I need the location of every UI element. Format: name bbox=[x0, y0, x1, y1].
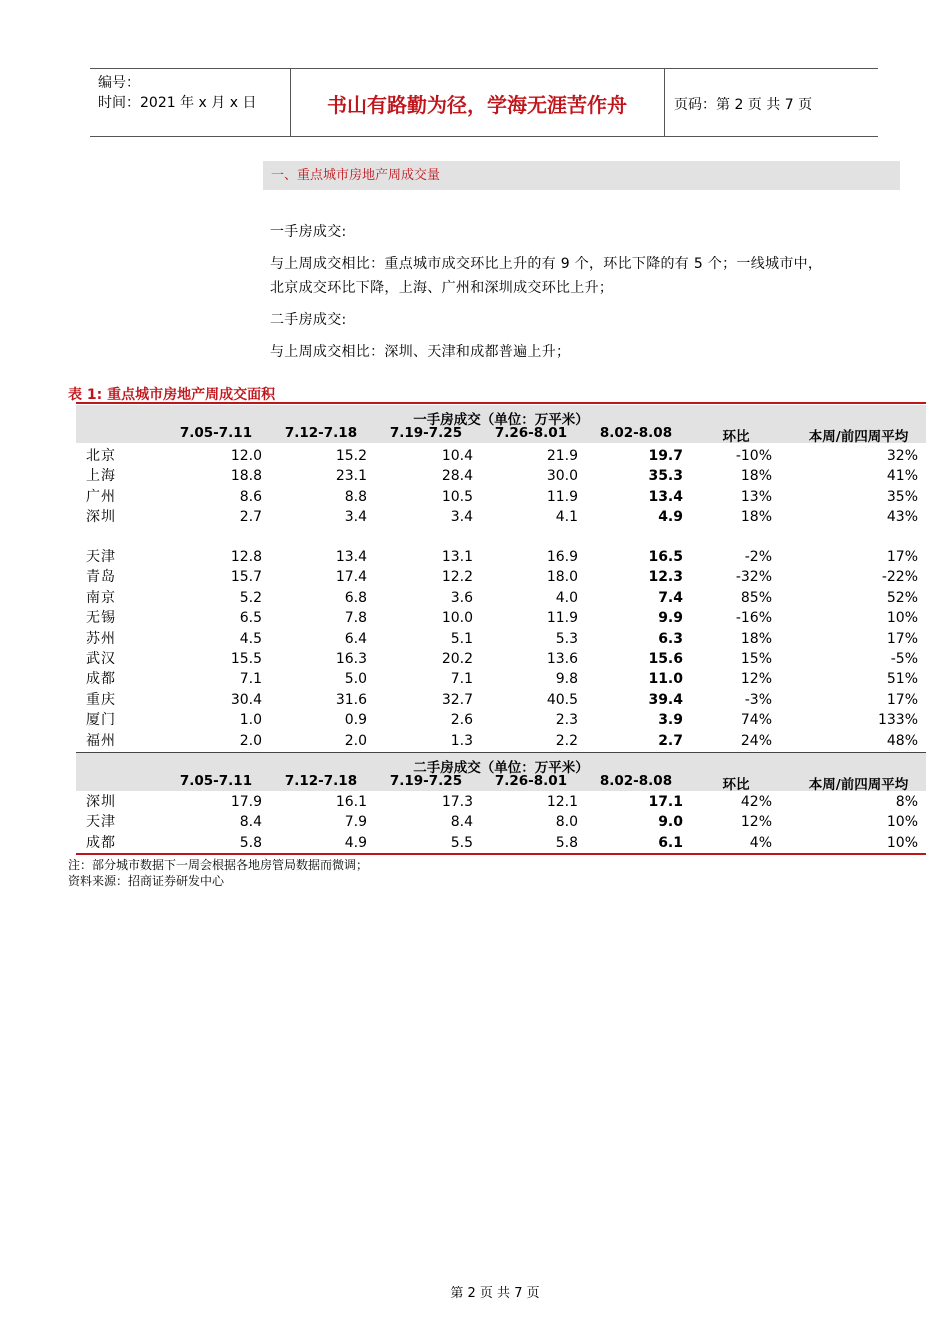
col-head: 环比 bbox=[722, 777, 750, 793]
second-house-title: 二手房成交（单位：万平米） bbox=[413, 760, 589, 776]
value-cell: 21.9 bbox=[546, 448, 578, 464]
paragraph: 与上周成交相比：重点城市成交环比上升的有 9 个，环比下降的有 5 个；一线城市中， bbox=[270, 256, 823, 272]
value-cell: 40.5 bbox=[546, 691, 578, 708]
value-cell: -5% bbox=[890, 651, 918, 667]
col-head: 环比 bbox=[722, 429, 750, 445]
value-cell: 18% bbox=[740, 468, 772, 485]
value-cell: 9.0 bbox=[658, 814, 683, 831]
value-cell: 15.2 bbox=[335, 448, 367, 464]
city-cell: 福州 bbox=[86, 732, 116, 749]
value-cell: 41% bbox=[886, 468, 918, 485]
value-cell: 15% bbox=[740, 651, 772, 667]
value-cell: 3.6 bbox=[450, 589, 473, 606]
value-cell: 4.0 bbox=[555, 589, 578, 606]
table-note: 注：部分城市数据下一周会根据各地房管局数据而微调； bbox=[68, 858, 369, 872]
value-cell: 2.0 bbox=[344, 732, 367, 749]
col-head: 7.05-7.11 bbox=[179, 425, 253, 441]
value-cell: 0.9 bbox=[344, 712, 367, 729]
value-cell: 2.3 bbox=[555, 712, 578, 729]
city-cell: 武汉 bbox=[86, 651, 116, 667]
value-cell: 8.0 bbox=[555, 814, 578, 831]
value-cell: 20.2 bbox=[441, 651, 473, 667]
value-cell: 8.4 bbox=[450, 814, 473, 831]
value-cell: 12.8 bbox=[230, 549, 262, 565]
value-cell: 10.5 bbox=[441, 488, 473, 505]
value-cell: 4.9 bbox=[344, 834, 367, 851]
value-cell: 4.5 bbox=[239, 630, 262, 647]
value-cell: 13% bbox=[740, 488, 772, 505]
value-cell: -16% bbox=[735, 610, 772, 627]
value-cell: 39.4 bbox=[648, 691, 683, 708]
value-cell: 7.1 bbox=[450, 671, 473, 688]
value-cell: 1.3 bbox=[450, 732, 473, 749]
city-cell: 南京 bbox=[86, 589, 116, 606]
value-cell: 30.4 bbox=[230, 691, 262, 708]
value-cell: 9.8 bbox=[555, 671, 578, 688]
value-cell: 10% bbox=[886, 610, 918, 627]
table-row bbox=[76, 608, 926, 628]
value-cell: 15.6 bbox=[648, 651, 683, 667]
city-cell: 苏州 bbox=[86, 630, 116, 647]
number-label: 编号： bbox=[98, 75, 140, 91]
city-cell: 天津 bbox=[86, 549, 116, 565]
page-footer: 第 2 页 共 7 页 bbox=[450, 1286, 540, 1301]
value-cell: 9.9 bbox=[658, 610, 683, 627]
value-cell: 5.0 bbox=[344, 671, 367, 688]
value-cell: 8.4 bbox=[239, 814, 262, 831]
value-cell: 7.8 bbox=[344, 610, 367, 627]
value-cell: 17.9 bbox=[230, 794, 262, 810]
value-cell: 19.7 bbox=[648, 448, 683, 464]
section-title-bar bbox=[263, 161, 900, 190]
table-top-rule bbox=[76, 402, 926, 404]
value-cell: 8% bbox=[895, 794, 918, 810]
value-cell: -3% bbox=[744, 691, 772, 708]
value-cell: 7.1 bbox=[239, 671, 262, 688]
table-row bbox=[76, 466, 926, 486]
value-cell: 43% bbox=[886, 509, 918, 526]
paragraph: 二手房成交: bbox=[270, 312, 347, 328]
value-cell: 2.7 bbox=[658, 732, 683, 749]
city-cell: 青岛 bbox=[86, 569, 116, 586]
value-cell: 13.1 bbox=[441, 549, 473, 565]
value-cell: 11.9 bbox=[546, 610, 578, 627]
section-title: 一、重点城市房地产周成交量 bbox=[271, 168, 441, 183]
value-cell: 13.4 bbox=[335, 549, 367, 565]
table-row bbox=[76, 547, 926, 567]
value-cell: -2% bbox=[744, 549, 772, 565]
city-cell: 深圳 bbox=[86, 509, 116, 526]
value-cell: 32.7 bbox=[441, 691, 473, 708]
value-cell: -10% bbox=[735, 448, 772, 464]
value-cell: 35.3 bbox=[648, 468, 683, 485]
city-cell: 成都 bbox=[86, 834, 116, 851]
value-cell: 15.5 bbox=[230, 651, 262, 667]
table-row bbox=[76, 833, 926, 853]
col-head: 8.02-8.08 bbox=[599, 425, 673, 441]
new-house-header-band bbox=[76, 405, 926, 443]
value-cell: 4.9 bbox=[658, 509, 683, 526]
value-cell: 5.8 bbox=[555, 834, 578, 851]
value-cell: 2.7 bbox=[239, 509, 262, 526]
value-cell: 6.5 bbox=[239, 610, 262, 627]
value-cell: 16.5 bbox=[648, 549, 683, 565]
value-cell: 18.0 bbox=[546, 569, 578, 586]
city-cell: 上海 bbox=[86, 468, 116, 485]
value-cell: 3.9 bbox=[658, 712, 683, 729]
value-cell: 24% bbox=[740, 732, 772, 749]
table-row bbox=[76, 567, 926, 587]
value-cell: 15.7 bbox=[230, 569, 262, 586]
col-head: 8.02-8.08 bbox=[599, 773, 673, 789]
value-cell: 13.4 bbox=[648, 488, 683, 505]
value-cell: 12.2 bbox=[441, 569, 473, 586]
value-cell: 31.6 bbox=[335, 691, 367, 708]
new-house-title: 一手房成交（单位：万平米） bbox=[413, 412, 589, 428]
value-cell: 133% bbox=[877, 712, 918, 729]
table-row bbox=[76, 649, 926, 669]
col-head: 本周/前四周平均 bbox=[808, 777, 909, 793]
col-head: 7.26-8.01 bbox=[494, 425, 568, 441]
value-cell: 5.8 bbox=[239, 834, 262, 851]
value-cell: 17% bbox=[886, 549, 918, 565]
table-row bbox=[76, 629, 926, 649]
value-cell: 18.8 bbox=[230, 468, 262, 485]
value-cell: 6.1 bbox=[658, 834, 683, 851]
value-cell: 4% bbox=[749, 834, 772, 851]
table-row bbox=[76, 446, 926, 466]
value-cell: 8.6 bbox=[239, 488, 262, 505]
paragraph: 一手房成交: bbox=[270, 224, 347, 240]
value-cell: 6.4 bbox=[344, 630, 367, 647]
value-cell: 2.2 bbox=[555, 732, 578, 749]
value-cell: 17.3 bbox=[441, 794, 473, 810]
value-cell: -32% bbox=[735, 569, 772, 586]
col-head: 7.12-7.18 bbox=[284, 773, 358, 789]
page-header bbox=[90, 68, 878, 137]
value-cell: 23.1 bbox=[335, 468, 367, 485]
table-row bbox=[76, 669, 926, 689]
value-cell: 3.4 bbox=[450, 509, 473, 526]
value-cell: 6.8 bbox=[344, 589, 367, 606]
table-row bbox=[76, 588, 926, 608]
city-cell: 重庆 bbox=[86, 691, 116, 708]
value-cell: 5.2 bbox=[239, 589, 262, 606]
value-cell: 51% bbox=[886, 671, 918, 688]
table-source: 资料来源：招商证券研发中心 bbox=[68, 874, 225, 888]
col-head: 7.19-7.25 bbox=[389, 773, 463, 789]
value-cell: 18% bbox=[740, 509, 772, 526]
value-cell: 10% bbox=[886, 834, 918, 851]
value-cell: 8.8 bbox=[344, 488, 367, 505]
value-cell: 18% bbox=[740, 630, 772, 647]
value-cell: 32% bbox=[886, 448, 918, 464]
value-cell: 6.3 bbox=[658, 630, 683, 647]
value-cell: 12% bbox=[740, 671, 772, 688]
value-cell: 17% bbox=[886, 630, 918, 647]
value-cell: 17.4 bbox=[335, 569, 367, 586]
value-cell: 11.0 bbox=[648, 671, 683, 688]
value-cell: 48% bbox=[886, 732, 918, 749]
value-cell: 10.0 bbox=[441, 610, 473, 627]
table-row bbox=[76, 710, 926, 730]
value-cell: 13.6 bbox=[546, 651, 578, 667]
col-head: 7.19-7.25 bbox=[389, 425, 463, 441]
value-cell: 3.4 bbox=[344, 509, 367, 526]
value-cell: 7.4 bbox=[658, 589, 683, 606]
col-head: 7.12-7.18 bbox=[284, 425, 358, 441]
table-caption: 表 1: 重点城市房地产周成交面积 bbox=[68, 387, 276, 403]
col-head: 本周/前四周平均 bbox=[808, 429, 909, 445]
value-cell: 52% bbox=[886, 589, 918, 606]
city-cell: 厦门 bbox=[86, 712, 116, 729]
value-cell: 12.3 bbox=[648, 569, 683, 586]
paragraph: 与上周成交相比：深圳、天津和成都普遍上升； bbox=[270, 344, 571, 360]
header-divider bbox=[664, 69, 665, 136]
value-cell: 12% bbox=[740, 814, 772, 831]
table-row bbox=[76, 690, 926, 710]
value-cell: 30.0 bbox=[546, 468, 578, 485]
table-row bbox=[76, 812, 926, 832]
value-cell: 2.0 bbox=[239, 732, 262, 749]
value-cell: 5.1 bbox=[450, 630, 473, 647]
value-cell: 17% bbox=[886, 691, 918, 708]
table-bottom-rule bbox=[76, 853, 926, 855]
city-cell: 无锡 bbox=[86, 610, 116, 627]
value-cell: -22% bbox=[881, 569, 918, 586]
value-cell: 1.0 bbox=[239, 712, 262, 729]
city-cell: 天津 bbox=[86, 814, 116, 831]
page-label: 页码：第 2 页 共 7 页 bbox=[674, 97, 813, 113]
city-cell: 广州 bbox=[86, 488, 116, 505]
value-cell: 17.1 bbox=[648, 794, 683, 810]
value-cell: 35% bbox=[886, 488, 918, 505]
col-head: 7.05-7.11 bbox=[179, 773, 253, 789]
table-row bbox=[76, 792, 926, 812]
value-cell: 85% bbox=[740, 589, 772, 606]
value-cell: 12.1 bbox=[546, 794, 578, 810]
table-row bbox=[76, 487, 926, 507]
table-row bbox=[76, 507, 926, 527]
value-cell: 4.1 bbox=[555, 509, 578, 526]
second-house-header-band bbox=[76, 753, 926, 791]
value-cell: 5.3 bbox=[555, 630, 578, 647]
value-cell: 74% bbox=[740, 712, 772, 729]
city-cell: 成都 bbox=[86, 671, 116, 688]
value-cell: 5.5 bbox=[450, 834, 473, 851]
value-cell: 16.1 bbox=[335, 794, 367, 810]
value-cell: 10% bbox=[886, 814, 918, 831]
paragraph: 北京成交环比下降，上海、广州和深圳成交环比上升； bbox=[270, 280, 614, 296]
value-cell: 16.9 bbox=[546, 549, 578, 565]
value-cell: 12.0 bbox=[230, 448, 262, 464]
header-meta bbox=[98, 73, 256, 113]
motto: 书山有路勤为径，学海无涯苦作舟 bbox=[327, 93, 627, 117]
table-row bbox=[76, 731, 926, 751]
col-head: 7.26-8.01 bbox=[494, 773, 568, 789]
city-cell: 北京 bbox=[86, 448, 116, 464]
value-cell: 7.9 bbox=[344, 814, 367, 831]
value-cell: 11.9 bbox=[546, 488, 578, 505]
value-cell: 28.4 bbox=[441, 468, 473, 485]
value-cell: 2.6 bbox=[450, 712, 473, 729]
value-cell: 16.3 bbox=[335, 651, 367, 667]
time-label: 时间：2021 年 x 月 x 日 bbox=[98, 95, 257, 111]
city-cell: 深圳 bbox=[86, 794, 116, 810]
value-cell: 42% bbox=[740, 794, 772, 810]
value-cell: 10.4 bbox=[441, 448, 473, 464]
